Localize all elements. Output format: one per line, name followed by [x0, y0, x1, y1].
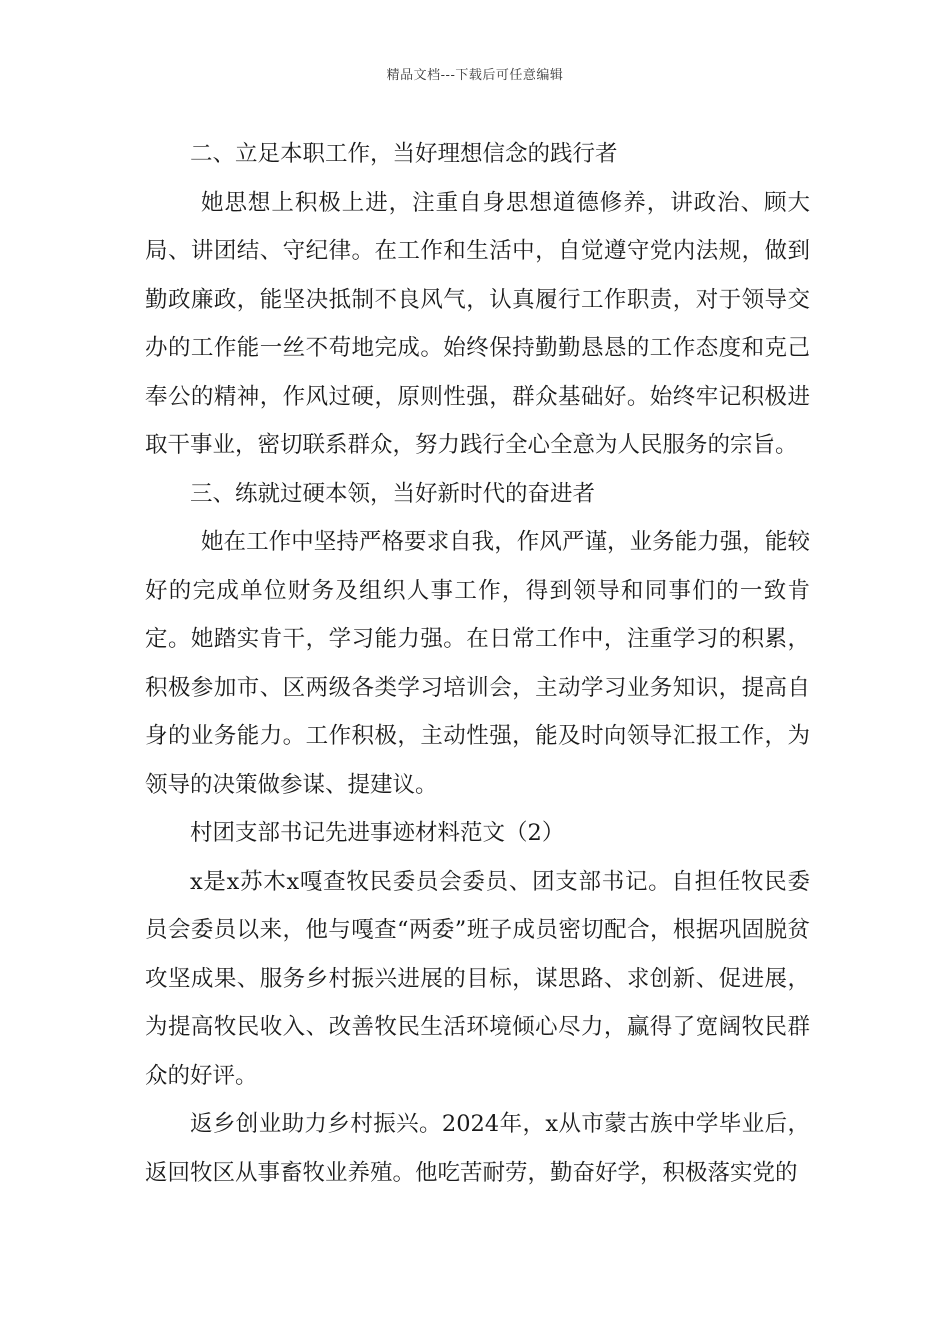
- page-header: 精品文档---下载后可任意编辑: [386, 68, 564, 83]
- body-paragraph: 返乡创业助力乡村振兴。2024年，x从市蒙古族中学毕业后，返回牧区从事畜牧业养殖。他吃苦耐劳，勤奋好学，积极落实党的: [145, 1111, 810, 1186]
- body-paragraph: 她思想上积极上进，注重自身思想道德修养，讲政治、顾大局、讲团结、守纪律。在工作和生活中，自觉遵守党内法规，做到勤政廉政，能坚决抵制不良风气，认真履行工作职责，对于领导交办的工作能一丝不苟地完成。始终保持勤勤恳恳的工作态度和克己奉公的精神，作风过硬，原则性强，群众基础好。始终牢记积极进取干事业，密切联系群众，努力践行全心全意为人民服务的宗旨。: [145, 189, 810, 458]
- body-paragraph: 她在工作中坚持严格要求自我，作风严谨，业务能力强，能较好的完成单位财务及组织人事工作，得到领导和同事们的一致肯定。她踏实肯干，学习能力强。在日常工作中，注重学习的积累，积极参加市、区两级各类学习培训会，主动学习业务知识，提高自身的业务能力。工作积极，主动性强，能及时向领导汇报工作，为领导的决策做参谋、提建议。: [145, 529, 810, 798]
- body-paragraph: x是x苏木x嘎查牧民委员会委员、团支部书记。自担任牧民委员会委员以来，他与嘎查“两委”班子成员密切配合，根据巩固脱贫攻坚成果、服务乡村振兴进展的目标，谋思路、求创新、促进展，为提高牧民收入、改善牧民生活环境倾心尽力，赢得了宽阔牧民群众的好评。: [145, 868, 810, 1089]
- document-body: [145, 130, 810, 1197]
- section-heading-2: 二、立足本职工作，当好理想信念的践行者: [190, 141, 618, 167]
- section-heading-3: 三、练就过硬本领，当好新时代的奋进者: [190, 480, 596, 507]
- document-subtitle: 村团支部书记先进事迹材料范文（2）: [190, 820, 565, 846]
